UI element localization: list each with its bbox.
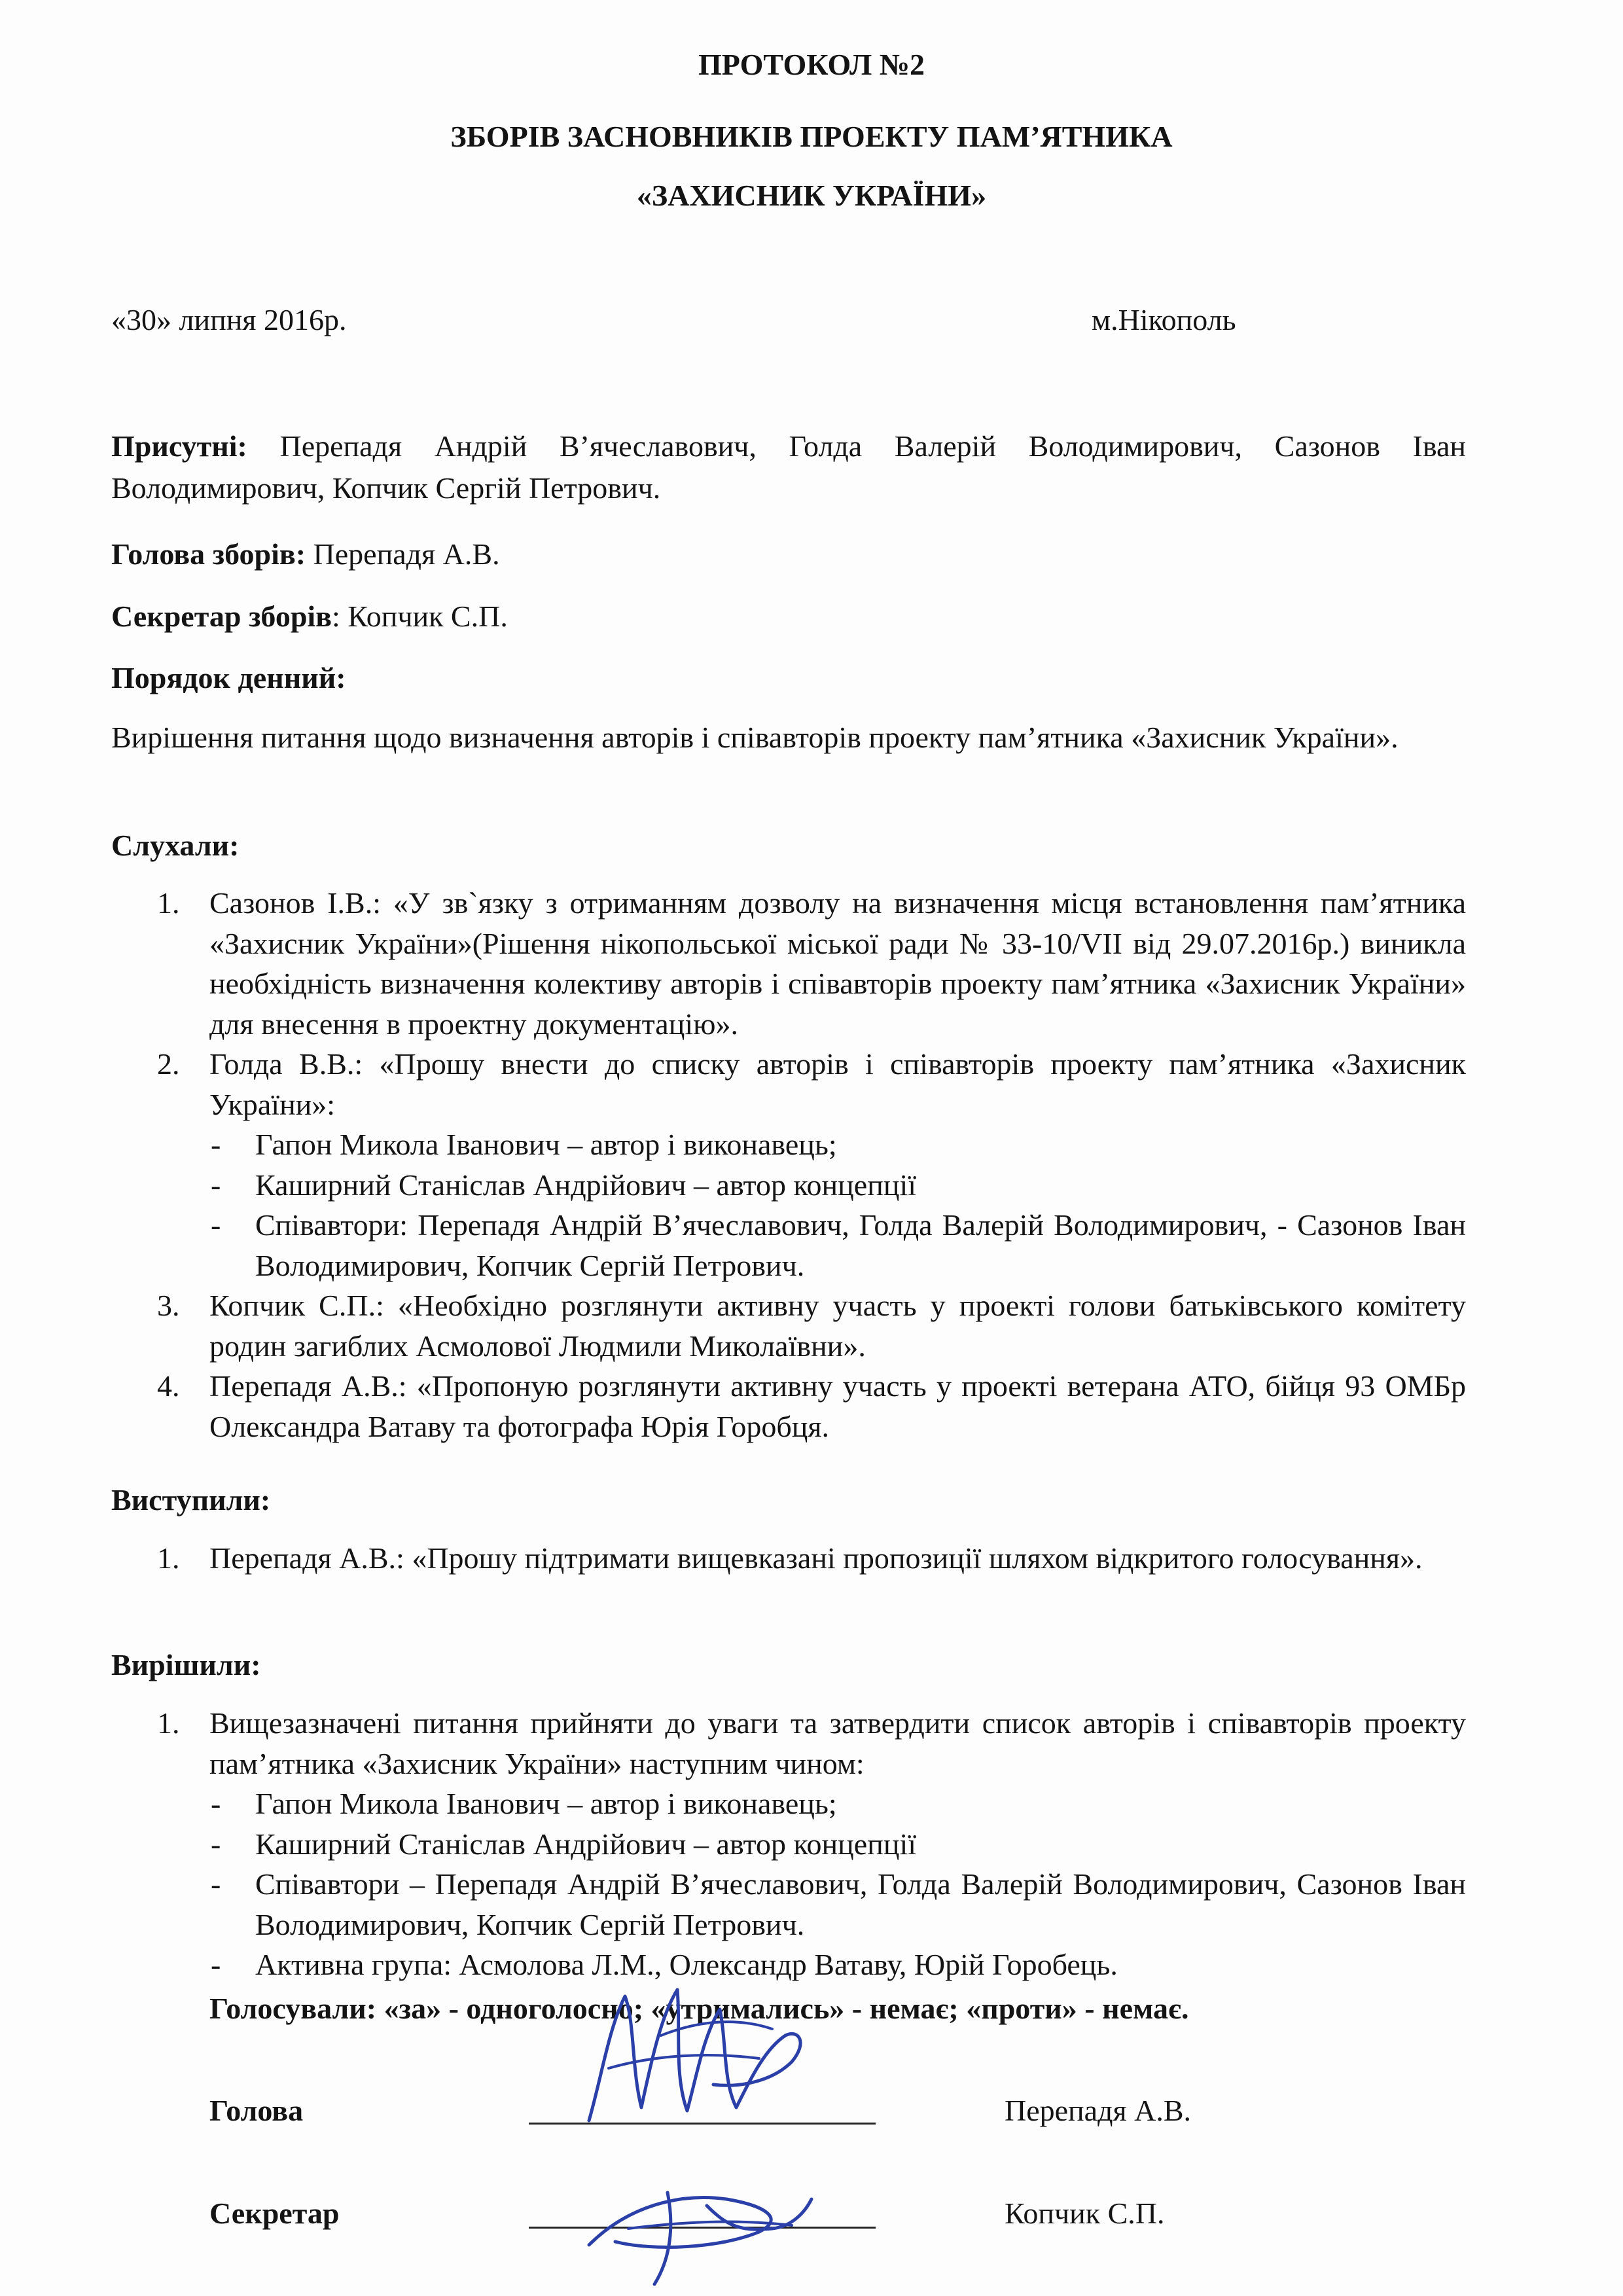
protocol-subtitle: ЗБОРІВ ЗАСНОВНИКІВ ПРОЕКТУ ПАМ’ЯТНИКА	[450, 120, 1173, 153]
protocol-title: ПРОТОКОЛ №2	[698, 48, 925, 81]
sub-item	[157, 1165, 1466, 1206]
item-number: 4.	[157, 1369, 180, 1403]
dash-bullet: -	[211, 1827, 221, 1861]
secretary-signature	[576, 2166, 825, 2291]
dash-bullet: -	[211, 1208, 221, 1242]
list-item	[157, 1538, 1466, 1579]
secretary-sign-label: Секретар	[209, 2197, 340, 2230]
present-text: Перепадя Андрій В’ячеславович, Голда Валерій Володимирович, Сазонов Іван Володимирович, Копчик Сергій Петрович.	[111, 429, 1467, 505]
sub-item	[157, 1124, 1466, 1165]
sub-item	[157, 1864, 1466, 1945]
item-text: Вищезазначені питання прийняти до уваги та затвердити список авторів і співавторів проекту пам’ятника «Захисник України» наступним чином:	[209, 1706, 1466, 1780]
list-item	[157, 1703, 1466, 1784]
chair-signature	[563, 1977, 838, 2134]
chair-label: Голова зборів:	[111, 537, 306, 571]
sub-item-text: Співавтори – Перепадя Андрій В’ячеславович, Голда Валерій Володимирович, Сазонов Іван Володимирович, Копчик Сергій Петрович.	[255, 1867, 1466, 1941]
chair-text: Перепадя А.В.	[313, 537, 500, 571]
item-text: Голда В.В.: «Прошу внести до списку авторів і співавторів проекту пам’ятника «Захисник України»:	[209, 1047, 1466, 1121]
meeting-city: м.Нікополь	[1092, 303, 1236, 336]
item-number: 3.	[157, 1289, 180, 1322]
agenda-label: Порядок денний:	[111, 661, 346, 694]
sub-item-text: Гапон Микола Іванович – автор і виконавець;	[255, 1787, 837, 1820]
item-text: Перепадя А.В.: «Пропоную розглянути активну участь у проекті ветерана АТО, бійця 93 ОМБр Олександра Ватаву та фотографа Юрія Горобця.	[209, 1369, 1466, 1443]
heard-label: Слухали:	[111, 829, 240, 862]
item-number: 2.	[157, 1047, 180, 1081]
item-text: Перепадя А.В.: «Прошу підтримати вищевказані пропозиції шляхом відкритого голосування».	[209, 1541, 1423, 1575]
list-item	[157, 883, 1466, 1044]
sub-item-text: Активна група: Асмолова Л.М., Олександр Ватаву, Юрій Горобець.	[255, 1948, 1118, 1981]
dash-bullet: -	[211, 1168, 221, 1202]
item-text: Сазонов І.В.: «У зв`язку з отриманням дозволу на визначення місця встановлення пам’ятника «Захисник України»(Рішення нікопольської міської ради № 33-10/VII від 29.07.2016р.) виникла необхідність визначення колективу авторів і співавторів проекту пам’ятника «Захисник України» для внесення в проектну документацію».	[209, 886, 1466, 1041]
agenda-text: Вирішення питання щодо визначення авторів і співавторів проекту пам’ятника «Захисник України».	[111, 721, 1399, 754]
present-paragraph	[111, 425, 1466, 509]
item-text: Копчик С.П.: «Необхідно розглянути активну участь у проекті голови батьківського комітету родин загиблих Асмолової Людмили Миколаївни».	[209, 1289, 1466, 1363]
decided-label: Вирішили:	[111, 1648, 261, 1681]
meeting-date: «30» липня 2016р.	[111, 303, 347, 336]
secretary-sign-name: Копчик С.П.	[1005, 2197, 1165, 2230]
sub-item	[157, 1784, 1466, 1824]
item-number: 1.	[157, 886, 180, 920]
chair-sign-label: Голова	[209, 2094, 304, 2127]
secretary-label: Секретар зборів	[111, 600, 332, 633]
item-number: 1.	[157, 1706, 180, 1740]
list-item	[157, 1044, 1466, 1124]
sub-item-text: Каширний Станіслав Андрійович – автор концепції	[255, 1168, 917, 1202]
spoke-list	[157, 1538, 1466, 1579]
dash-bullet: -	[211, 1128, 221, 1161]
chair-sign-name: Перепадя А.В.	[1005, 2094, 1192, 2127]
dash-bullet: -	[211, 1948, 221, 1981]
list-item	[157, 1366, 1466, 1446]
secretary-line	[111, 596, 1466, 637]
dash-bullet: -	[211, 1787, 221, 1820]
list-item	[157, 1285, 1466, 1366]
sub-item-text: Каширний Станіслав Андрійович – автор концепції	[255, 1827, 917, 1861]
heard-list	[157, 883, 1466, 1446]
spoke-label: Виступили:	[111, 1483, 271, 1516]
secretary-text: : Копчик С.П.	[332, 600, 508, 633]
dash-bullet: -	[211, 1867, 221, 1901]
decided-list	[157, 1703, 1466, 1985]
present-label: Присутні:	[111, 429, 247, 463]
sub-item	[157, 1205, 1466, 1285]
chair-line	[111, 533, 1466, 575]
item-number: 1.	[157, 1541, 180, 1575]
monument-name: «ЗАХИСНИК УКРАЇНИ»	[636, 179, 987, 212]
sub-item-text: Співавтори: Перепадя Андрій В’ячеславович, Голда Валерій Володимирович, - Сазонов Іван Володимирович, Копчик Сергій Петрович.	[255, 1208, 1466, 1282]
sub-item-text: Гапон Микола Іванович – автор і виконавець;	[255, 1128, 837, 1161]
sub-item	[157, 1824, 1466, 1865]
vote-result: Голосували: «за» - одноголосно; «утримались» - немає; «проти» - немає.	[209, 1992, 1189, 2025]
